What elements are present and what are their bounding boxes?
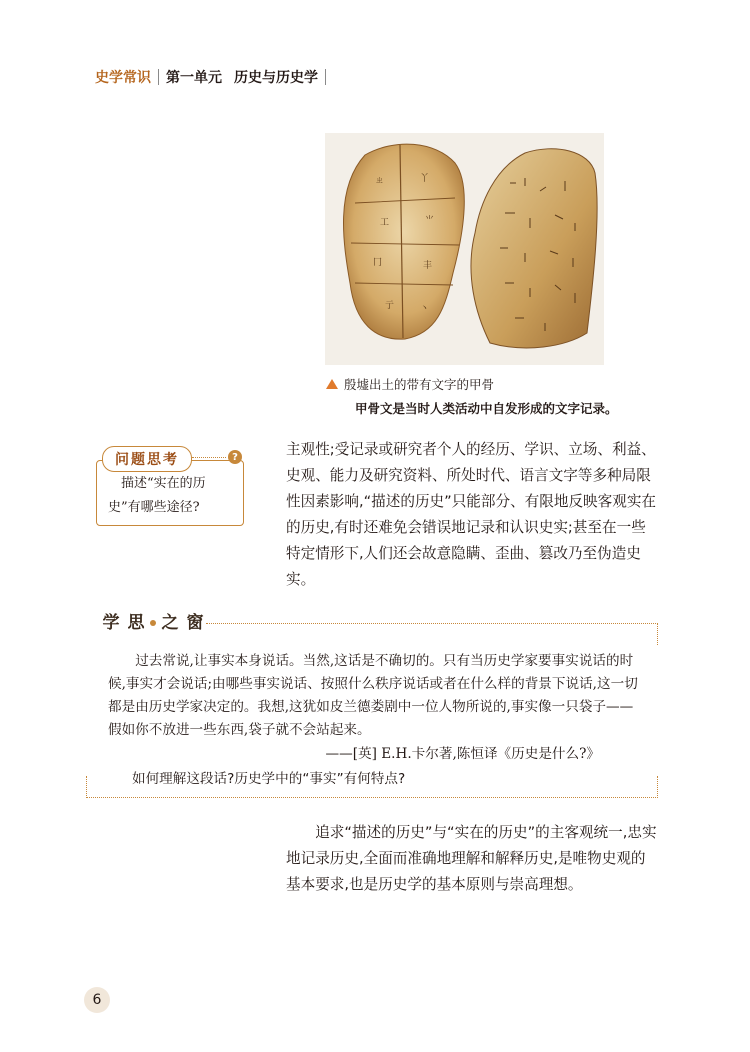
header-divider [158, 69, 159, 85]
header-title: 历史与历史学 [234, 70, 318, 86]
window-top-border [206, 623, 658, 624]
question-box-label: 问题思考 [102, 446, 192, 472]
page-number: 6 [84, 987, 110, 1013]
oracle-bone-illustration [325, 133, 604, 365]
svg-text:ㄓ: ㄓ [375, 176, 385, 186]
figure-caption [326, 375, 494, 393]
question-box-dotted-line [192, 457, 226, 458]
label-dot-icon [150, 620, 156, 626]
window-bottom-border [86, 797, 658, 798]
figure-caption-title: 殷墟出土的带有文字的甲骨 [344, 377, 495, 392]
study-window-label-char: 学 [102, 613, 120, 633]
study-window-label-char: 窗 [186, 613, 204, 633]
window-top-right-corner [657, 623, 658, 645]
svg-text:丫: 丫 [420, 174, 430, 184]
window-question: 如何理解这段话?历史学中的“事实”有何特点? [132, 771, 406, 787]
svg-text:工: 工 [380, 218, 390, 228]
conclusion-paragraph: 追求“描述的历史”与“实在的历史”的主客观统一,忠实地记录历史,全面而准确地理解和解释历史,是唯物史观的基本要求,也是历史学的基本原则与崇高理想。 [286, 824, 657, 893]
window-quote: 过去常说,让事实本身说话。当然,这话是不确切的。只有当历史学家要事实说话的时候,事实才会说话;由哪些事实说话、按照什么秩序说话或者在什么样的背景下说话,这一切都是由历史学家决定的。我想,这犹如皮兰德娄剧中一位人物所说的,事实像一只袋子——假如你不放进一些东西,袋子就不会站起来。 [108, 653, 638, 738]
main-paragraph: 主观性;受记录或研究者个人的经历、学识、立场、利益、史观、能力及研究资料、所处时代、语言文字等多种局限性因素影响,“描述的历史”只能部分、有限地反映客观实在的历史,有时还难免会错误地记录和认识史实;甚至在一些特定情形下,人们还会故意隐瞒、歪曲、篡改乃至伪造史实。 [286, 441, 657, 588]
svg-text:⺌: ⺌ [425, 216, 435, 226]
running-header [95, 66, 333, 88]
svg-text:丶: 丶 [420, 304, 430, 314]
window-bottom-left-corner [86, 776, 87, 798]
study-window [86, 610, 658, 798]
question-box [96, 446, 244, 526]
header-divider-end [325, 69, 326, 85]
svg-text:亍: 亍 [385, 301, 395, 311]
header-brand: 史学常识 [95, 70, 151, 86]
oracle-bone-photo [325, 133, 604, 365]
header-unit: 第一单元 [166, 70, 222, 86]
question-mark-icon: ? [228, 450, 242, 464]
svg-text:冂: 冂 [373, 258, 383, 268]
question-box-text: 描述“实在的历史”有哪些途径? [108, 476, 206, 515]
study-window-label [100, 612, 206, 634]
study-window-label-char: 之 [161, 613, 179, 633]
caption-triangle-icon [326, 379, 338, 389]
window-bottom-right-corner [657, 776, 658, 798]
study-window-label-char: 思 [127, 613, 145, 633]
window-attribution: ——[英] E.H.卡尔著,陈恒译《历史是什么?》 [325, 746, 600, 762]
svg-text:丰: 丰 [423, 261, 433, 271]
figure-caption-note: 甲骨文是当时人类活动中自发形成的文字记录。 [355, 401, 618, 416]
